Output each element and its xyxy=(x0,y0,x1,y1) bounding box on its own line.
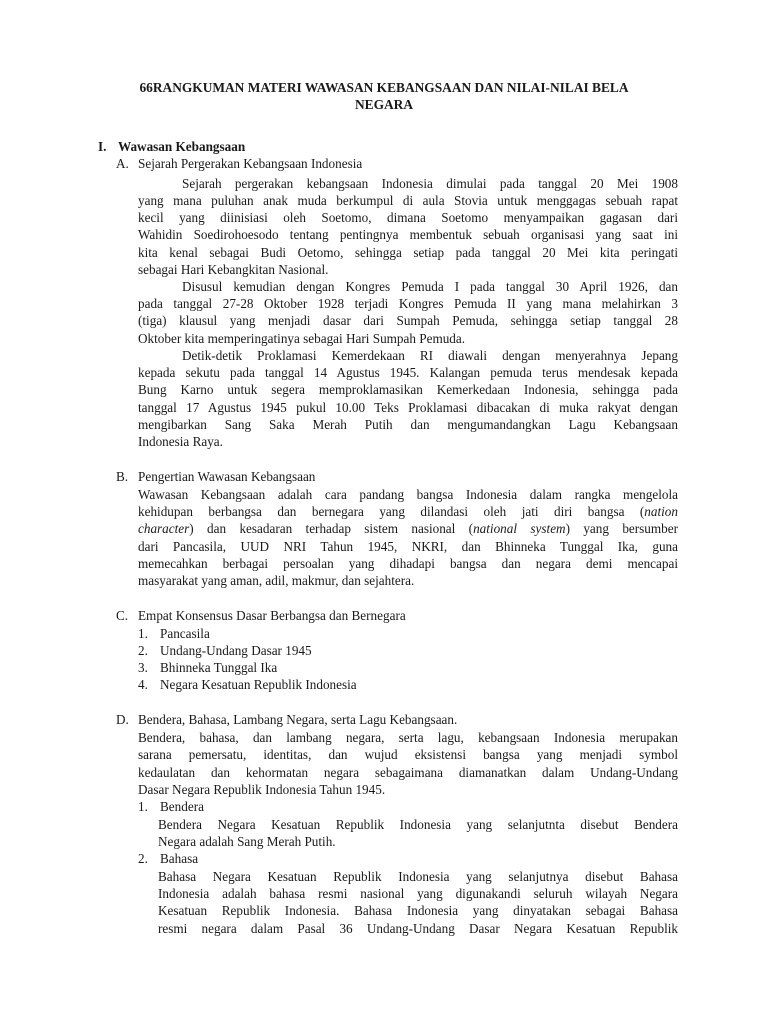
italic-term: nation xyxy=(644,504,678,519)
subsection-marker-a: A. xyxy=(116,156,129,171)
text-run: ) dan kesadaran terhadap sistem nasional ( xyxy=(189,521,474,536)
paragraph-line: Oktober kita memperingatinya sebagai Hari Sumpah Pemuda. xyxy=(138,331,466,346)
paragraph-line xyxy=(138,503,678,520)
document-title xyxy=(96,79,672,113)
list-item-label: Bendera xyxy=(160,799,204,814)
subsection-marker-b: B. xyxy=(116,469,129,484)
title-line-1: 66RANGKUMAN MATERI WAWASAN KEBANGSAAN DAN NILAI-NILAI BELA xyxy=(139,80,629,95)
paragraph-line: Indonesia Raya. xyxy=(138,434,223,449)
paragraph-line: Dasar Negara Republik Indonesia Tahun 1945. xyxy=(138,782,386,797)
paragraph-line: Detik-detik Proklamasi Kemerdekaan RI diawali dengan menyerahnya Jepang xyxy=(182,348,678,363)
paragraph-line: Wawasan Kebangsaan adalah cara pandang bangsa Indonesia dalam rangka mengelola xyxy=(138,487,678,502)
paragraph-line: Bendera, bahasa, dan lambang negara, serta lagu, kebangsaan Indonesia merupakan xyxy=(138,730,678,745)
list-number: 3. xyxy=(138,660,148,675)
paragraph-line: Bung Karno untuk segera memproklamasikan Kemerkedaan Indonesia, sehingga pada xyxy=(138,382,678,397)
paragraph-line: sarana pemersatu, identitas, dan wujud eksistensi bangsa yang menjadi symbol xyxy=(138,747,678,762)
paragraph-line: Sejarah pergerakan kebangsaan Indonesia dimulai pada tanggal 20 Mei 1908 xyxy=(182,176,678,191)
paragraph-line: Kesatuan Republik Indonesia. Bahasa Indonesia yang dinyatakan sebagai Bahasa xyxy=(158,903,678,918)
paragraph-line: kita kenal sebagai Budi Oetomo, sehingga setiap pada tanggal 20 Mei kita peringati xyxy=(138,245,678,260)
list-number: 4. xyxy=(138,677,148,692)
list-item: Pancasila xyxy=(160,626,210,641)
paragraph-line: sebagai Hari Kebangkitan Nasional. xyxy=(138,262,329,277)
subsection-heading-c: Empat Konsensus Dasar Berbangsa dan Bernegara xyxy=(138,608,406,623)
list-item: Bhinneka Tunggal Ika xyxy=(160,660,278,675)
paragraph-line: kedaulatan dan kehormatan negara sebagaimana diamanatkan dalam Undang-Undang xyxy=(138,765,678,780)
paragraph-line: dari Pancasila, UUD NRI Tahun 1945, NKRI, dan Bhinneka Tunggal Ika, guna xyxy=(138,539,678,554)
list-item: Undang-Undang Dasar 1945 xyxy=(160,643,312,658)
paragraph-line: resmi negara dalam Pasal 36 Undang-Undang Dasar Negara Kesatuan Republik xyxy=(158,921,678,936)
list-number: 2. xyxy=(138,851,148,866)
list-item-label: Bahasa xyxy=(160,851,199,866)
paragraph-line: Bahasa Negara Kesatuan Republik Indonesia yang selanjutnya disebut Bahasa xyxy=(158,869,678,884)
section-marker: I. xyxy=(98,139,107,154)
paragraph-line: tanggal 17 Agustus 1945 pukul 10.00 Teks Proklamasi dibacakan di muka rakyat dengan xyxy=(138,400,678,415)
italic-term: national system xyxy=(473,521,566,536)
paragraph-line: Disusul kemudian dengan Kongres Pemuda I pada tanggal 30 April 1926, dan xyxy=(182,279,678,294)
paragraph-line: memecahkan berbagai persoalan yang dihadapi bangsa dan negara demi mencapai xyxy=(138,556,678,571)
subsection-heading-b: Pengertian Wawasan Kebangsaan xyxy=(138,469,316,484)
section-heading: Wawasan Kebangsaan xyxy=(118,139,246,154)
subsection-marker-d: D. xyxy=(116,712,129,727)
paragraph-line: mengibarkan Sang Saka Merah Putih dan mengumandangkan Lagu Kebangsaan xyxy=(138,417,678,432)
paragraph-line: Indonesia adalah bahasa resmi nasional yang digunakandi seluruh wilayah Negara xyxy=(158,886,678,901)
list-item: Negara Kesatuan Republik Indonesia xyxy=(160,677,357,692)
text-run: ) yang bersumber xyxy=(565,521,679,536)
paragraph-line: Wahidin Soedirohoesodo tentang pentingnya membentuk sebuah organisasi yang saat ini xyxy=(138,227,678,242)
paragraph-line: pada tanggal 27-28 Oktober 1928 terjadi Kongres Pemuda II yang mana melahirkan 3 xyxy=(138,296,678,311)
paragraph-line: Negara adalah Sang Merah Putih. xyxy=(158,834,336,849)
subsection-heading-d: Bendera, Bahasa, Lambang Negara, serta Lagu Kebangsaan. xyxy=(138,712,458,727)
text-run: kehidupan berbangsa dan bernegara yang dilandasi oleh jati diri bangsa ( xyxy=(138,504,645,519)
title-line-2: NEGARA xyxy=(354,97,414,112)
list-number: 2. xyxy=(138,643,148,658)
paragraph-line: yang mana puluhan anak muda berkumpul di aula Stovia untuk menggagas sebuah rapat xyxy=(138,193,678,208)
paragraph-line: kepada sekutu pada tanggal 14 Agustus 1945. Kalangan pemuda terus mendesak kepada xyxy=(138,365,678,380)
list-number: 1. xyxy=(138,626,148,641)
subsection-heading-a: Sejarah Pergerakan Kebangsaan Indonesia xyxy=(138,156,363,171)
subsection-marker-c: C. xyxy=(116,608,129,623)
paragraph-line xyxy=(138,520,678,537)
paragraph-line: (tiga) klausul yang menjadi dasar dari Sumpah Pemuda, sehingga setiap tanggal 28 xyxy=(138,313,678,328)
paragraph-line: masyarakat yang aman, adil, makmur, dan sejahtera. xyxy=(138,573,415,588)
paragraph-line: Bendera Negara Kesatuan Republik Indonesia yang selanjutnta disebut Bendera xyxy=(158,817,678,832)
paragraph-line: kecil yang diinisiasi oleh Soetomo, dimana Soetomo menyampaikan gagasan dari xyxy=(138,210,678,225)
list-number: 1. xyxy=(138,799,148,814)
italic-term: character xyxy=(138,521,190,536)
